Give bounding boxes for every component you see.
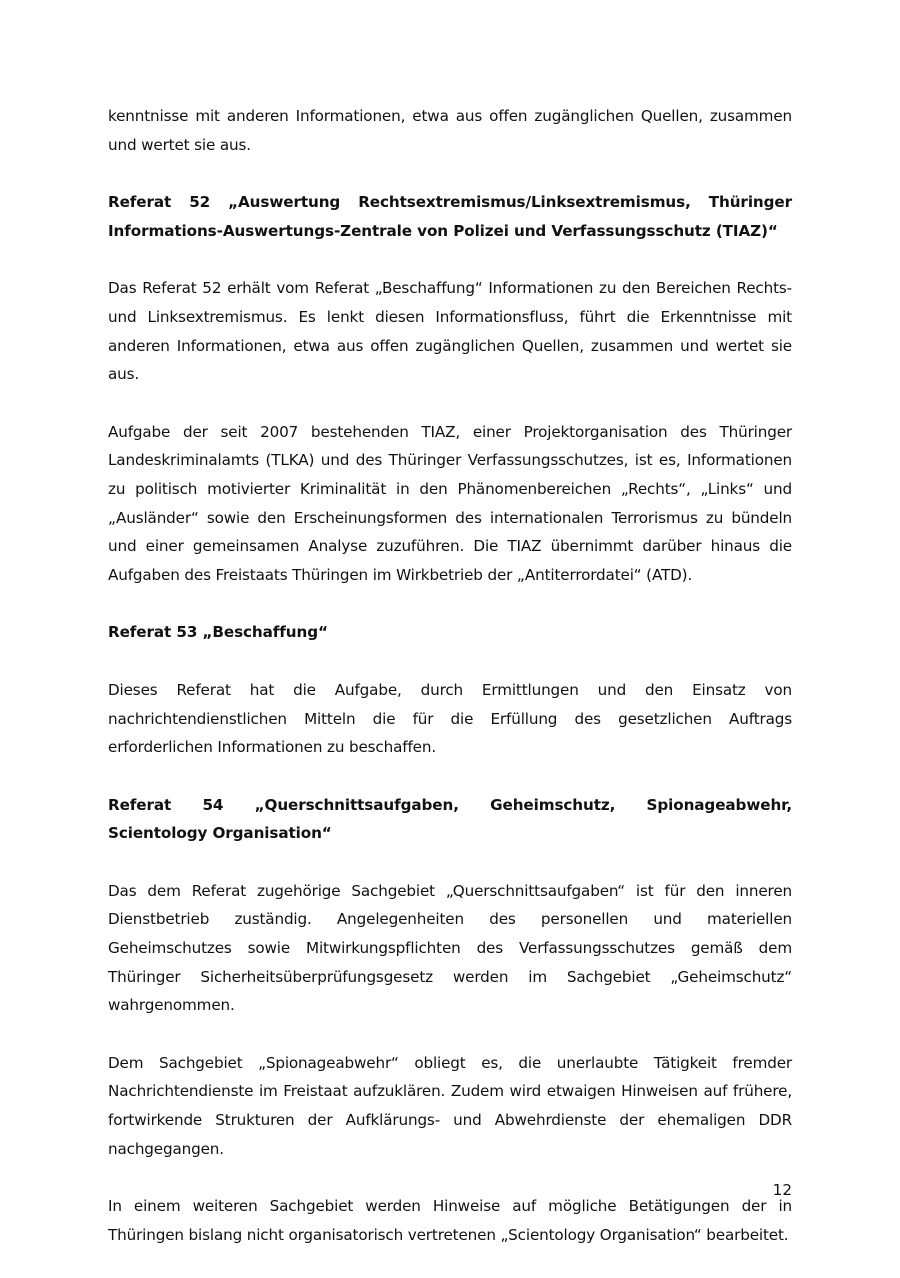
paragraph-spionageabwehr: Dem Sachgebiet „Spionageabwehr“ obliegt es, die unerlaubte Tätigkeit fremder Nachrichtendienste im Freistaat aufzuklären. Zudem wird etwaigen Hinweisen auf frühere, fortwirkende Strukturen der Aufklärungs- und Abwehrdienste der ehemaligen DDR nachgegangen. [108,1053,792,1158]
paragraph-continuation: kenntnisse mit anderen Informationen, etwa aus offen zugänglichen Quellen, zusammen und wertet sie aus. [108,107,792,154]
paragraph-referat-52: Das Referat 52 erhält vom Referat „Beschaffung“ Informationen zu den Bereichen Rechts- und Linksextremismus. Es lenkt diesen Informationsfluss, führt die Erkenntnisse mit anderen Informationen, etwa aus offen zugänglichen Quellen, zusammen und wertet sie aus. [108,279,792,384]
paragraph-querschnittsaufgaben: Das dem Referat zugehörige Sachgebiet „Querschnittsaufgaben“ ist für den inneren Dienstbetrieb zuständig. Angelegenheiten des personellen und materiellen Geheimschutzes sowie Mitwirkungspflichten des Verfassungsschutzes gemäß dem Thüringer Sicherheitsüberprüfungsgesetz werden im Sachgebiet „Geheimschutz“ wahrgenommen. [108,881,792,1015]
paragraph-tiaz: Aufgabe der seit 2007 bestehenden TIAZ, einer Projektorganisation des Thüringer Landeskriminalamts (TLKA) und des Thüringer Verfassungsschutzes, ist es, Informationen zu politisch motivierter Kriminalität in den Phänomenbereichen „Rechts“, „Links“ und „Ausländer“ sowie den Erscheinungsformen des internationalen Terrorismus zu bündeln und einer gemeinsamen Analyse zuzuführen. Die TIAZ übernimmt darüber hinaus die Aufgaben des Freistaats Thüringen im Wirkbetrieb der „Antiterrordatei“ (ATD). [108,422,792,584]
document-body [108,102,792,1278]
paragraph-referat-53: Dieses Referat hat die Aufgabe, durch Ermittlungen und den Einsatz von nachrichtendienstlichen Mitteln die für die Erfüllung des gesetzlichen Auftrags erforderlichen Informationen zu beschaffen. [108,680,792,757]
page-number: 12 [772,1181,792,1199]
heading-referat-53: Referat 53 „Beschaffung“ [108,623,328,642]
heading-referat-52: Referat 52 „Auswertung Rechtsextremismus/Linksextremismus, Thüringer Informations-Auswertungs-Zentrale von Polizei und Verfassungsschutz (TIAZ)“ [108,193,792,240]
paragraph-scientology: In einem weiteren Sachgebiet werden Hinweise auf mögliche Betätigungen der in Thüringen bislang nicht organisatorisch vertretenen „Scientology Organisation“ bearbeitet. [108,1197,792,1244]
heading-referat-54: Referat 54 „Querschnittsaufgaben, Geheimschutz, Spionageabwehr, Scientology Organisation“ [108,795,792,843]
